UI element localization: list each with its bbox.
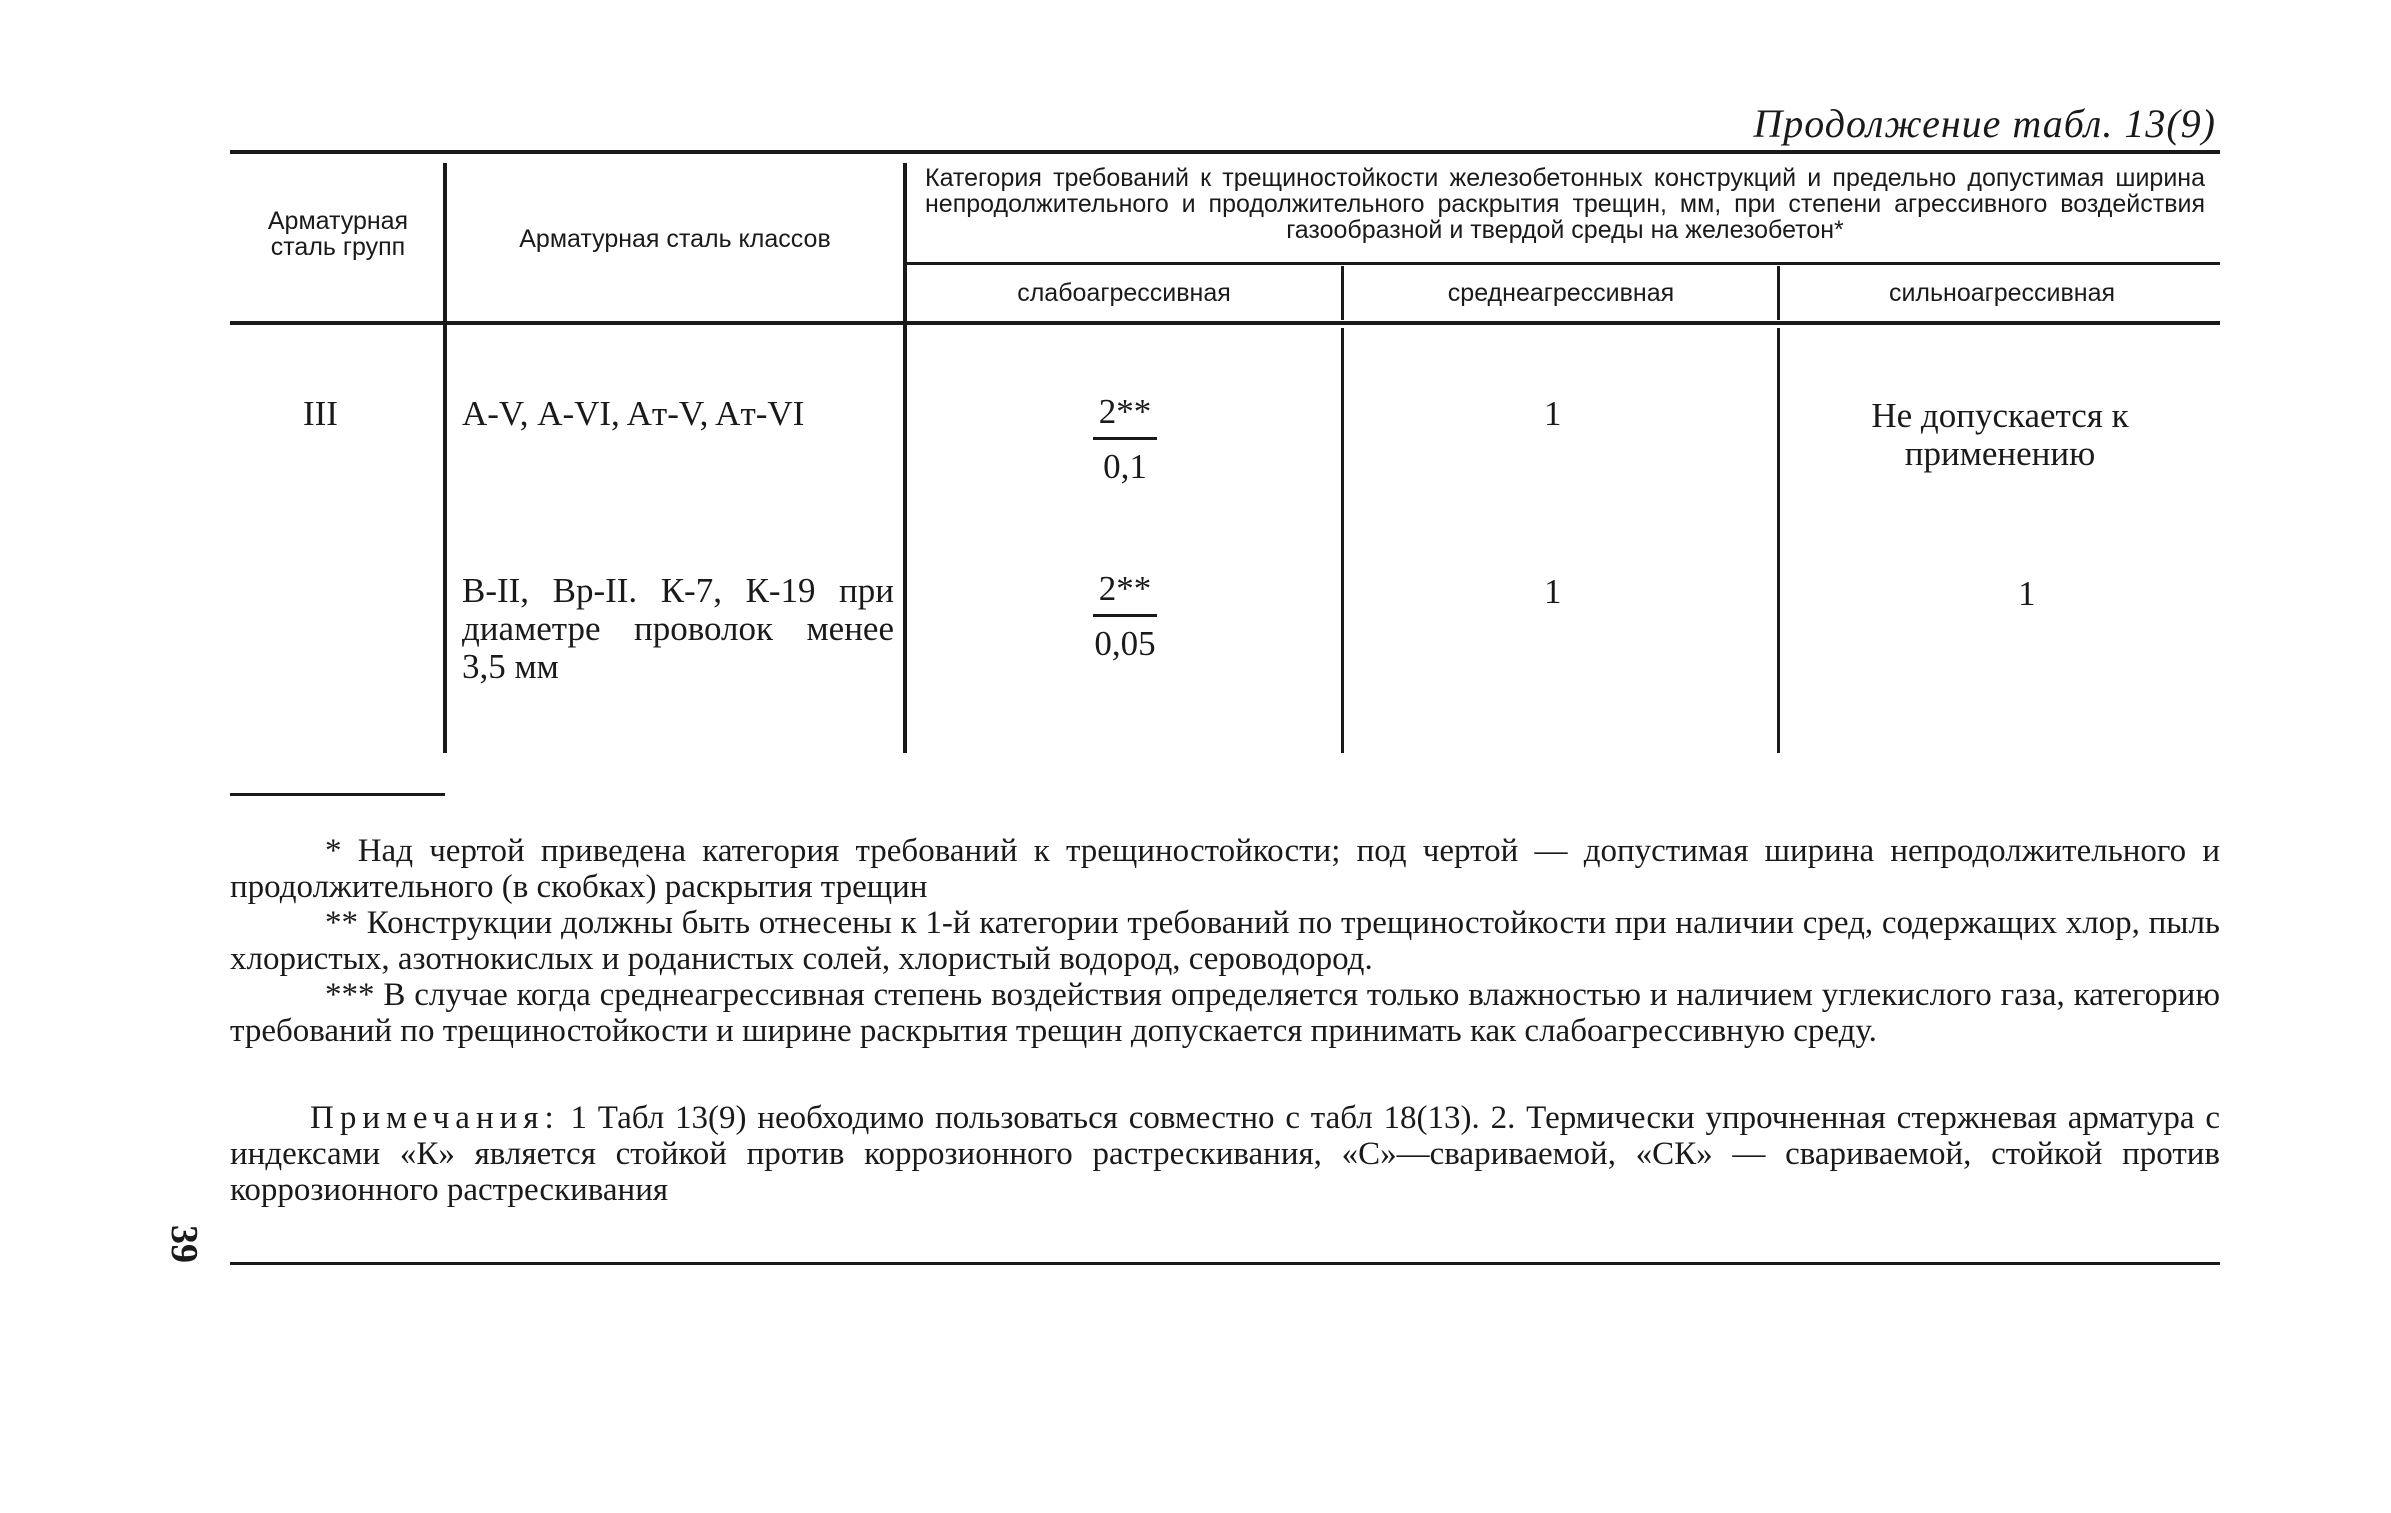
continuation-label: Продолжение табл. 13(9): [1753, 101, 2216, 146]
col-divider-3-body: [1341, 328, 1344, 753]
row1-group: III: [303, 394, 338, 433]
col-divider-1: [443, 163, 447, 753]
subheader-medium: среднеагрессивная: [1447, 279, 1675, 307]
page-number: 39: [163, 1225, 205, 1263]
col-divider-4-body: [1777, 328, 1780, 753]
table-top-rule: [230, 150, 2220, 154]
row1-strong: Не допускается к применению: [1871, 396, 2129, 473]
col-divider-3: [1341, 266, 1344, 320]
header-category: Категория требований к трещиностойкости железобетонных конструкций и предельно допустимая ширина непродолжительного и продолжительного раскрытия трещин, мм, при степени агрессивного воздействия газообразной и твердой среды на железобетон*: [925, 164, 2205, 244]
header-classes: Арматурная сталь классов: [519, 225, 831, 253]
row2-medium: 1: [1544, 572, 1562, 611]
footnote-separator: [230, 793, 445, 796]
subheader-weak: слабоагрессивная: [1017, 279, 1231, 307]
footnotes: [230, 833, 2220, 1049]
subheader-strong: сильноагрессивная: [1888, 279, 2116, 307]
row1-weak-numerator: 2**: [1098, 392, 1152, 431]
notes-label: Примечания:: [310, 1100, 560, 1136]
row2-weak-denominator: 0,05: [1094, 624, 1156, 663]
row2-weak-numerator: 2**: [1098, 569, 1152, 608]
footnote-3: *** В случае когда среднеагрессивная степень воздействия определяется только влажностью и наличием углекислого газа, категорию требований по трещиностойкости и ширине раскрытия трещин допускается принимать как слабоагрессивную среду.: [230, 977, 2220, 1049]
notes-text: 1 Табл 13(9) необходимо пользоваться совместно с табл 18(13). 2. Термически упрочненная стержневая арматура с индексами «К» является стойкой против коррозионного растрескивания, «С»—свариваемой, «СК» — свариваемой, стойкой против коррозионного растрескивания: [230, 1100, 2220, 1208]
row1-weak-fraction: [1055, 393, 1195, 486]
row1-weak-denominator: 0,1: [1103, 447, 1147, 486]
footnote-2: ** Конструкции должны быть отнесены к 1-й категории требований по трещиностойкости при наличии сред, содержащих хлор, пыль хлористых, азотнокислых и роданистых солей, хлористый водород, сероводород.: [230, 905, 2220, 977]
col-divider-4: [1777, 266, 1780, 320]
header-bottom-rule: [230, 321, 2220, 325]
row2-weak-fraction: [1055, 570, 1195, 663]
row1-classes: А-V, А-VI, Aт-V, Aт-VI: [462, 394, 805, 433]
subheader-top-rule: [905, 262, 2220, 265]
col-divider-2: [903, 163, 907, 753]
notes: [230, 1100, 2220, 1208]
row1-medium: 1: [1544, 394, 1562, 433]
header-group: Арматурная сталь групп: [267, 207, 409, 261]
footnote-1: * Над чертой приведена категория требований к трещиностойкости; под чертой — допустимая ширина непродолжительного и продолжительного (в скобках) раскрытия трещин: [230, 833, 2220, 905]
bottom-rule: [230, 1262, 2220, 1265]
row2-classes: В-II, Вр-II. К-7, К-19 при диаметре проволок менее 3,5 мм: [462, 571, 894, 686]
row2-strong: 1: [2018, 574, 2036, 613]
